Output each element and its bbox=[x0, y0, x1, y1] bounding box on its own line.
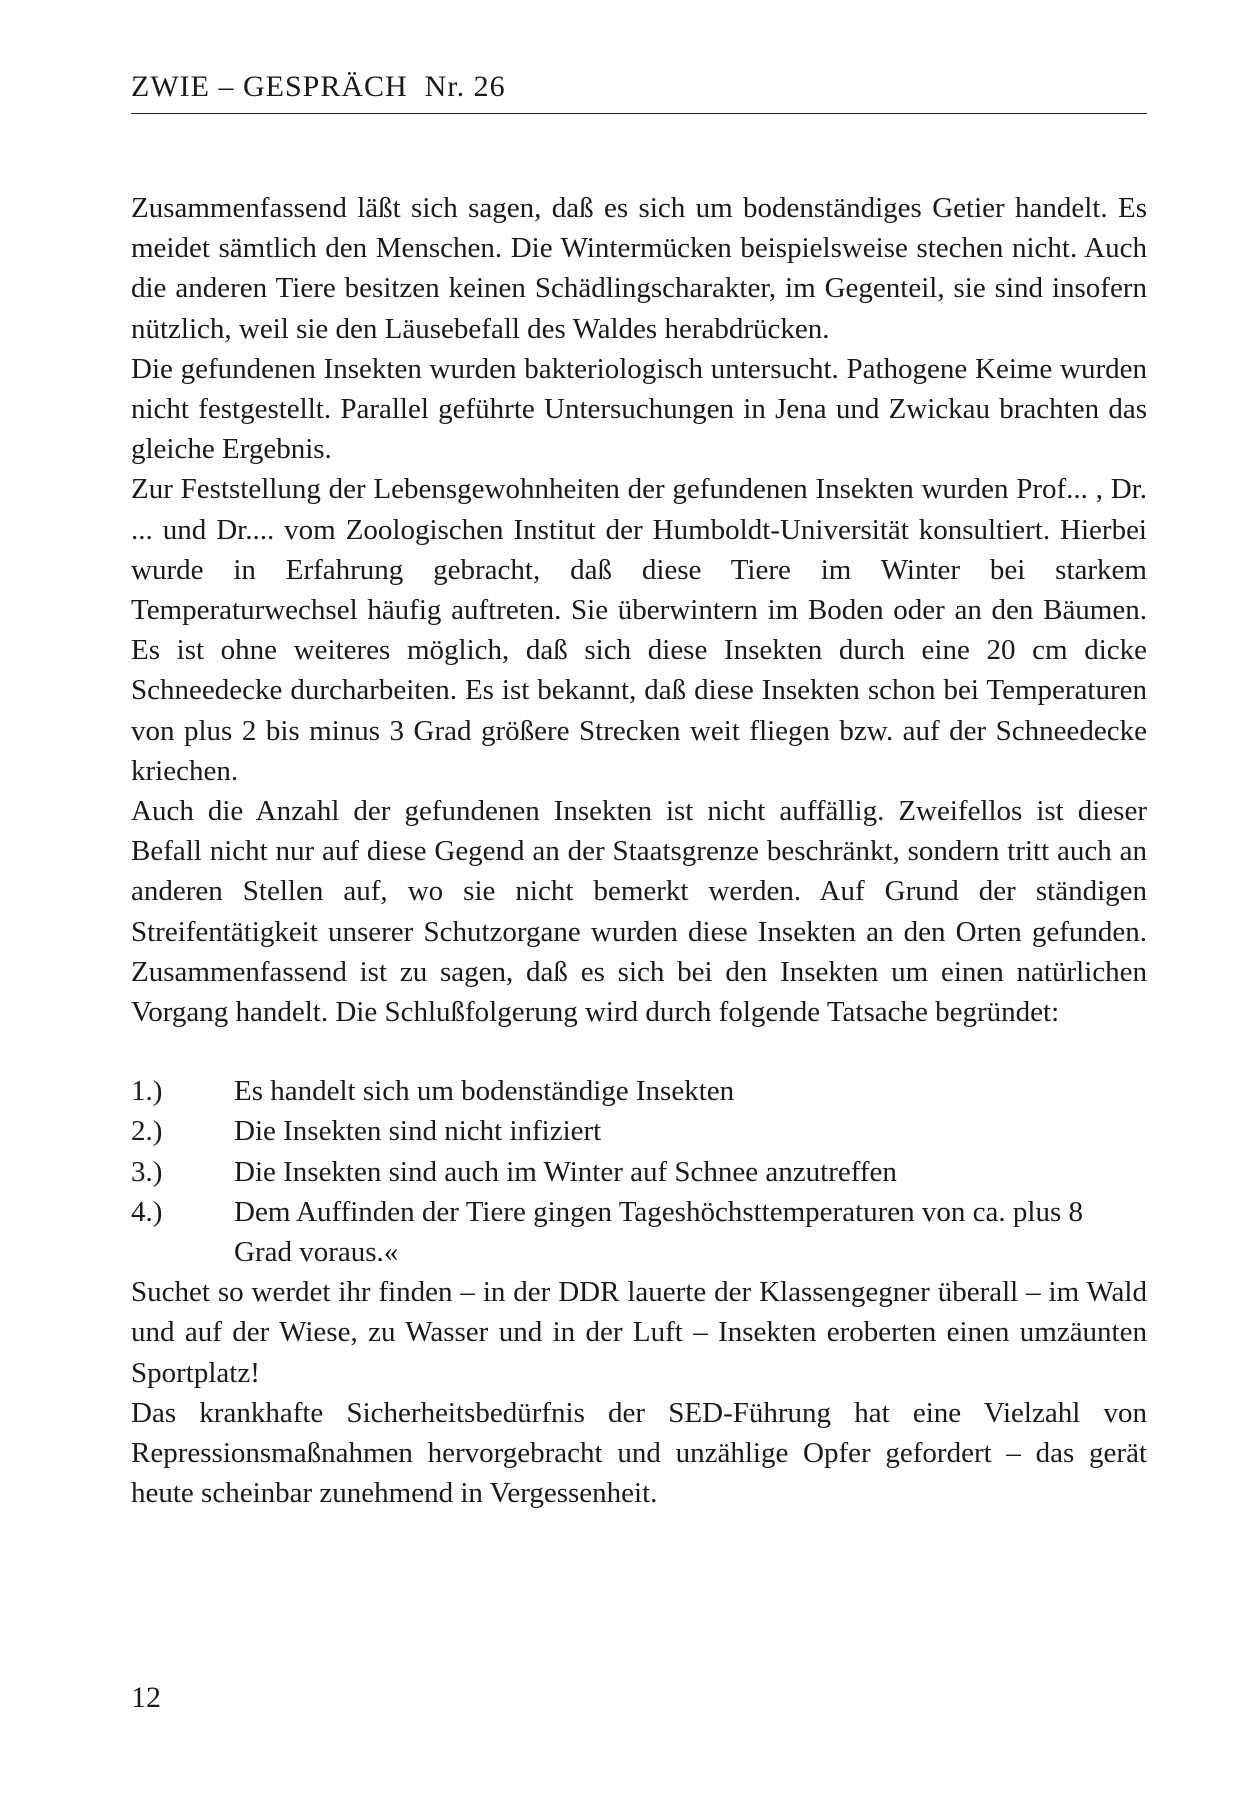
paragraph: Das krankhafte Sicherheitsbedürfnis der SED-Führung hat eine Vielzahl von Repressionsmaßnahmen hervorgebracht und unzählige Opfer gefordert – das gerät heute scheinbar zunehmend in Vergessenheit. bbox=[131, 1396, 1147, 1510]
paragraph: Auch die Anzahl der gefundenen Insekten ist nicht auffällig. Zweifellos ist dieser Befall nicht nur auf diese Gegend an der Staatsgrenze beschränkt, sondern tritt auch an anderen Stellen auf, wo sie nicht bemerkt werden. Auf Grund der ständigen Streifentätigkeit unserer Schutzorgane wurden diese Insekten an den Orten gefunden. Zusammenfassend ist zu sagen, daß es sich bei den Insekten um einen natürlichen Vorgang handelt. Die Schlußfolgerung wird durch folgende Tatsache begründet: bbox=[131, 795, 1147, 1029]
list-item bbox=[131, 1192, 1147, 1272]
paragraph: Suchet so werdet ihr finden – in der DDR lauerte der Klassengegner überall – im Wald und auf der Wiese, zu Wasser und in der Luft – Insekten eroberten einen umzäunten Sportplatz! bbox=[131, 1276, 1147, 1389]
running-header bbox=[131, 72, 1147, 102]
paragraph: Zur Feststellung der Lebensgewohnheiten der gefundenen Insekten wurden Prof... , Dr. ... und Dr.... vom Zoologischen Institut der Humboldt-Universität konsultiert. Hierbei wurde in Erfahrung gebracht, daß diese Tiere im Winter bei starkem Temperaturwechsel häufig auftreten. Sie überwintern im Boden oder an den Bäumen. Es ist ohne weiteres möglich, daß sich diese Insekten durch eine 20 cm dicke Schneedecke durcharbeiten. Es ist bekannt, daß diese Insekten schon bei Temperaturen von plus 2 bis minus 3 Grad größere Strecken weit fliegen bzw. auf der Schneedecke kriechen. bbox=[131, 473, 1147, 787]
list-number: 1.) bbox=[131, 1075, 163, 1108]
page-number: 12 bbox=[131, 1681, 161, 1714]
list-text: Es handelt sich um bodenständige Insekten bbox=[234, 1075, 735, 1108]
list-item bbox=[131, 1111, 1147, 1151]
paragraph: Zusammenfassend läßt sich sagen, daß es sich um bodenständiges Getier handelt. Es meidet sämtlich den Menschen. Die Wintermücken beispielsweise stechen nicht. Auch die anderen Tiere besitzen keinen Schädlingscharakter, im Gegenteil, sie sind insofern nützlich, weil sie den Läusebefall des Waldes herabdrücken. bbox=[131, 192, 1147, 345]
numbered-list bbox=[131, 1071, 1147, 1272]
journal-title: ZWIE – GESPRÄCH bbox=[131, 70, 408, 103]
main-text bbox=[131, 188, 1147, 1514]
list-text: Dem Auffinden der Tiere gingen Tageshöchsttemperaturen von ca. plus 8 Grad voraus.« bbox=[234, 1195, 1083, 1269]
list-text: Die Insekten sind nicht infiziert bbox=[234, 1115, 602, 1148]
header-rule bbox=[131, 113, 1147, 114]
list-item bbox=[131, 1071, 1147, 1111]
paragraph: Die gefundenen Insekten wurden bakteriologisch untersucht. Pathogene Keime wurden nicht festgestellt. Parallel geführte Untersuchungen in Jena und Zwickau brachten das gleiche Ergebnis. bbox=[131, 352, 1147, 466]
list-number: 3.) bbox=[131, 1155, 163, 1188]
list-number: 4.) bbox=[131, 1195, 163, 1228]
list-number: 2.) bbox=[131, 1115, 163, 1148]
list-text: Die Insekten sind auch im Winter auf Schnee anzutreffen bbox=[234, 1155, 897, 1188]
list-item bbox=[131, 1152, 1147, 1192]
issue-number: Nr. 26 bbox=[424, 70, 506, 103]
